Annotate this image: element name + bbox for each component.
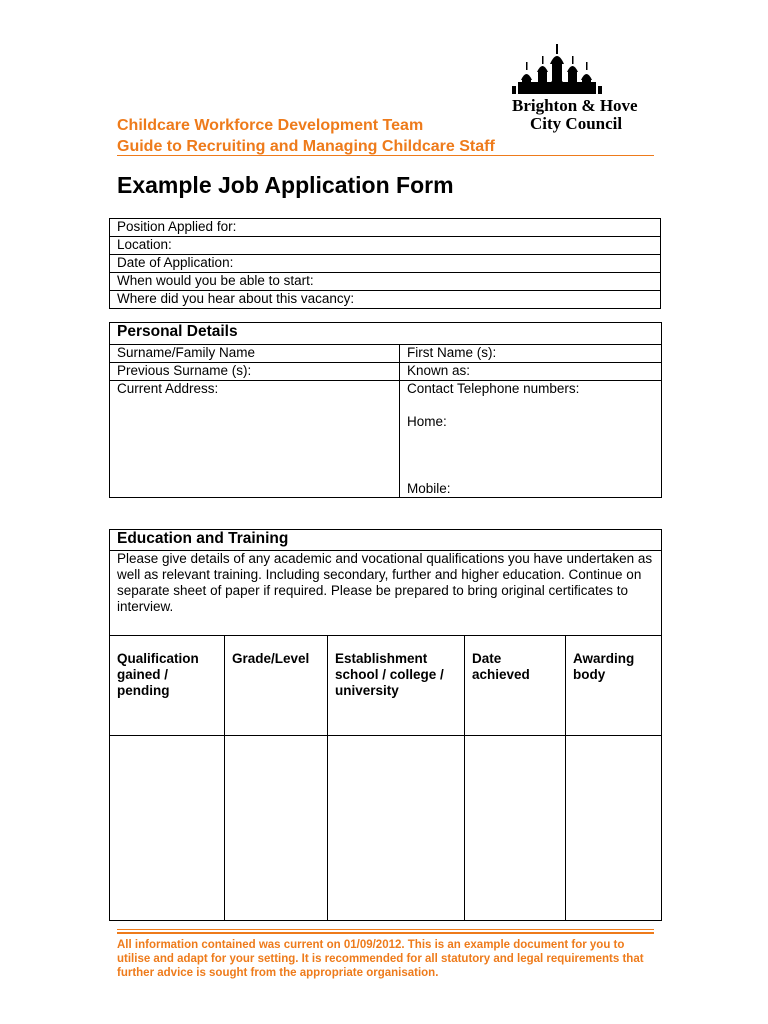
table-row <box>110 636 662 736</box>
guide-title: Guide to Recruiting and Managing Childcare Staff <box>117 138 495 155</box>
header-divider <box>117 155 654 156</box>
first-name-field[interactable]: First Name (s): <box>400 345 662 363</box>
table-row <box>110 273 661 291</box>
mobile-phone-label: Mobile: <box>407 481 451 496</box>
table-row <box>110 219 661 237</box>
team-title: Childcare Workforce Development Team <box>117 117 424 134</box>
footer-disclaimer: All information contained was current on 01/09/2012. This is an example document for you to utilise and adapt for your setting. It is recommended for all statutory and legal requirements that further advice is sought from the appropriate organisation. <box>117 939 644 979</box>
home-phone-label: Home: <box>407 414 447 429</box>
personal-details-heading: Personal Details <box>110 323 662 345</box>
column-header-date: Date achieved <box>465 636 566 736</box>
logo-text-line2: City Council <box>530 114 623 133</box>
table-row <box>110 291 661 309</box>
education-table <box>109 529 662 921</box>
personal-details-table <box>109 322 662 498</box>
education-intro: Please give details of any academic and vocational qualifications you have undertaken as well as relevant training. Including secondary, further and higher education. Continue on separate sheet of paper if required. Please be prepared to bring original certificates to interview. <box>110 551 662 636</box>
location-field[interactable]: Location: <box>110 237 661 255</box>
position-applied-field[interactable]: Position Applied for: <box>110 219 661 237</box>
current-address-label: Current Address: <box>117 381 219 396</box>
contact-numbers-label: Contact Telephone numbers: <box>407 381 580 396</box>
table-row <box>110 323 662 345</box>
date-of-application-field[interactable]: Date of Application: <box>110 255 661 273</box>
column-header-awarding-body: Awarding body <box>566 636 662 736</box>
awarding-body-entry-cell[interactable] <box>566 736 662 921</box>
position-table <box>109 218 661 309</box>
table-row <box>110 345 662 363</box>
current-address-field[interactable] <box>110 381 400 498</box>
column-header-qualification: Qualification gained / pending <box>110 636 225 736</box>
table-row <box>110 237 661 255</box>
known-as-field[interactable]: Known as: <box>400 363 662 381</box>
footer-divider-thin <box>117 929 654 930</box>
table-row <box>110 551 662 636</box>
page-title: Example Job Application Form <box>117 172 454 198</box>
table-row <box>110 255 661 273</box>
column-header-grade: Grade/Level <box>225 636 328 736</box>
table-row <box>110 381 662 498</box>
vacancy-source-field[interactable]: Where did you hear about this vacancy: <box>110 291 661 309</box>
previous-surname-field[interactable]: Previous Surname (s): <box>110 363 400 381</box>
column-header-establishment: Establishment school / college / university <box>328 636 465 736</box>
establishment-entry-cell[interactable] <box>328 736 465 921</box>
table-row <box>110 736 662 921</box>
qualification-entry-cell[interactable] <box>110 736 225 921</box>
table-row <box>110 530 662 551</box>
start-date-field[interactable]: When would you be able to start: <box>110 273 661 291</box>
education-heading: Education and Training <box>110 530 662 551</box>
footer-divider <box>117 932 654 934</box>
surname-field[interactable]: Surname/Family Name <box>110 345 400 363</box>
logo-text-line1: Brighton & Hove <box>512 96 638 115</box>
contact-numbers-field[interactable] <box>400 381 662 498</box>
table-row <box>110 363 662 381</box>
date-entry-cell[interactable] <box>465 736 566 921</box>
grade-entry-cell[interactable] <box>225 736 328 921</box>
